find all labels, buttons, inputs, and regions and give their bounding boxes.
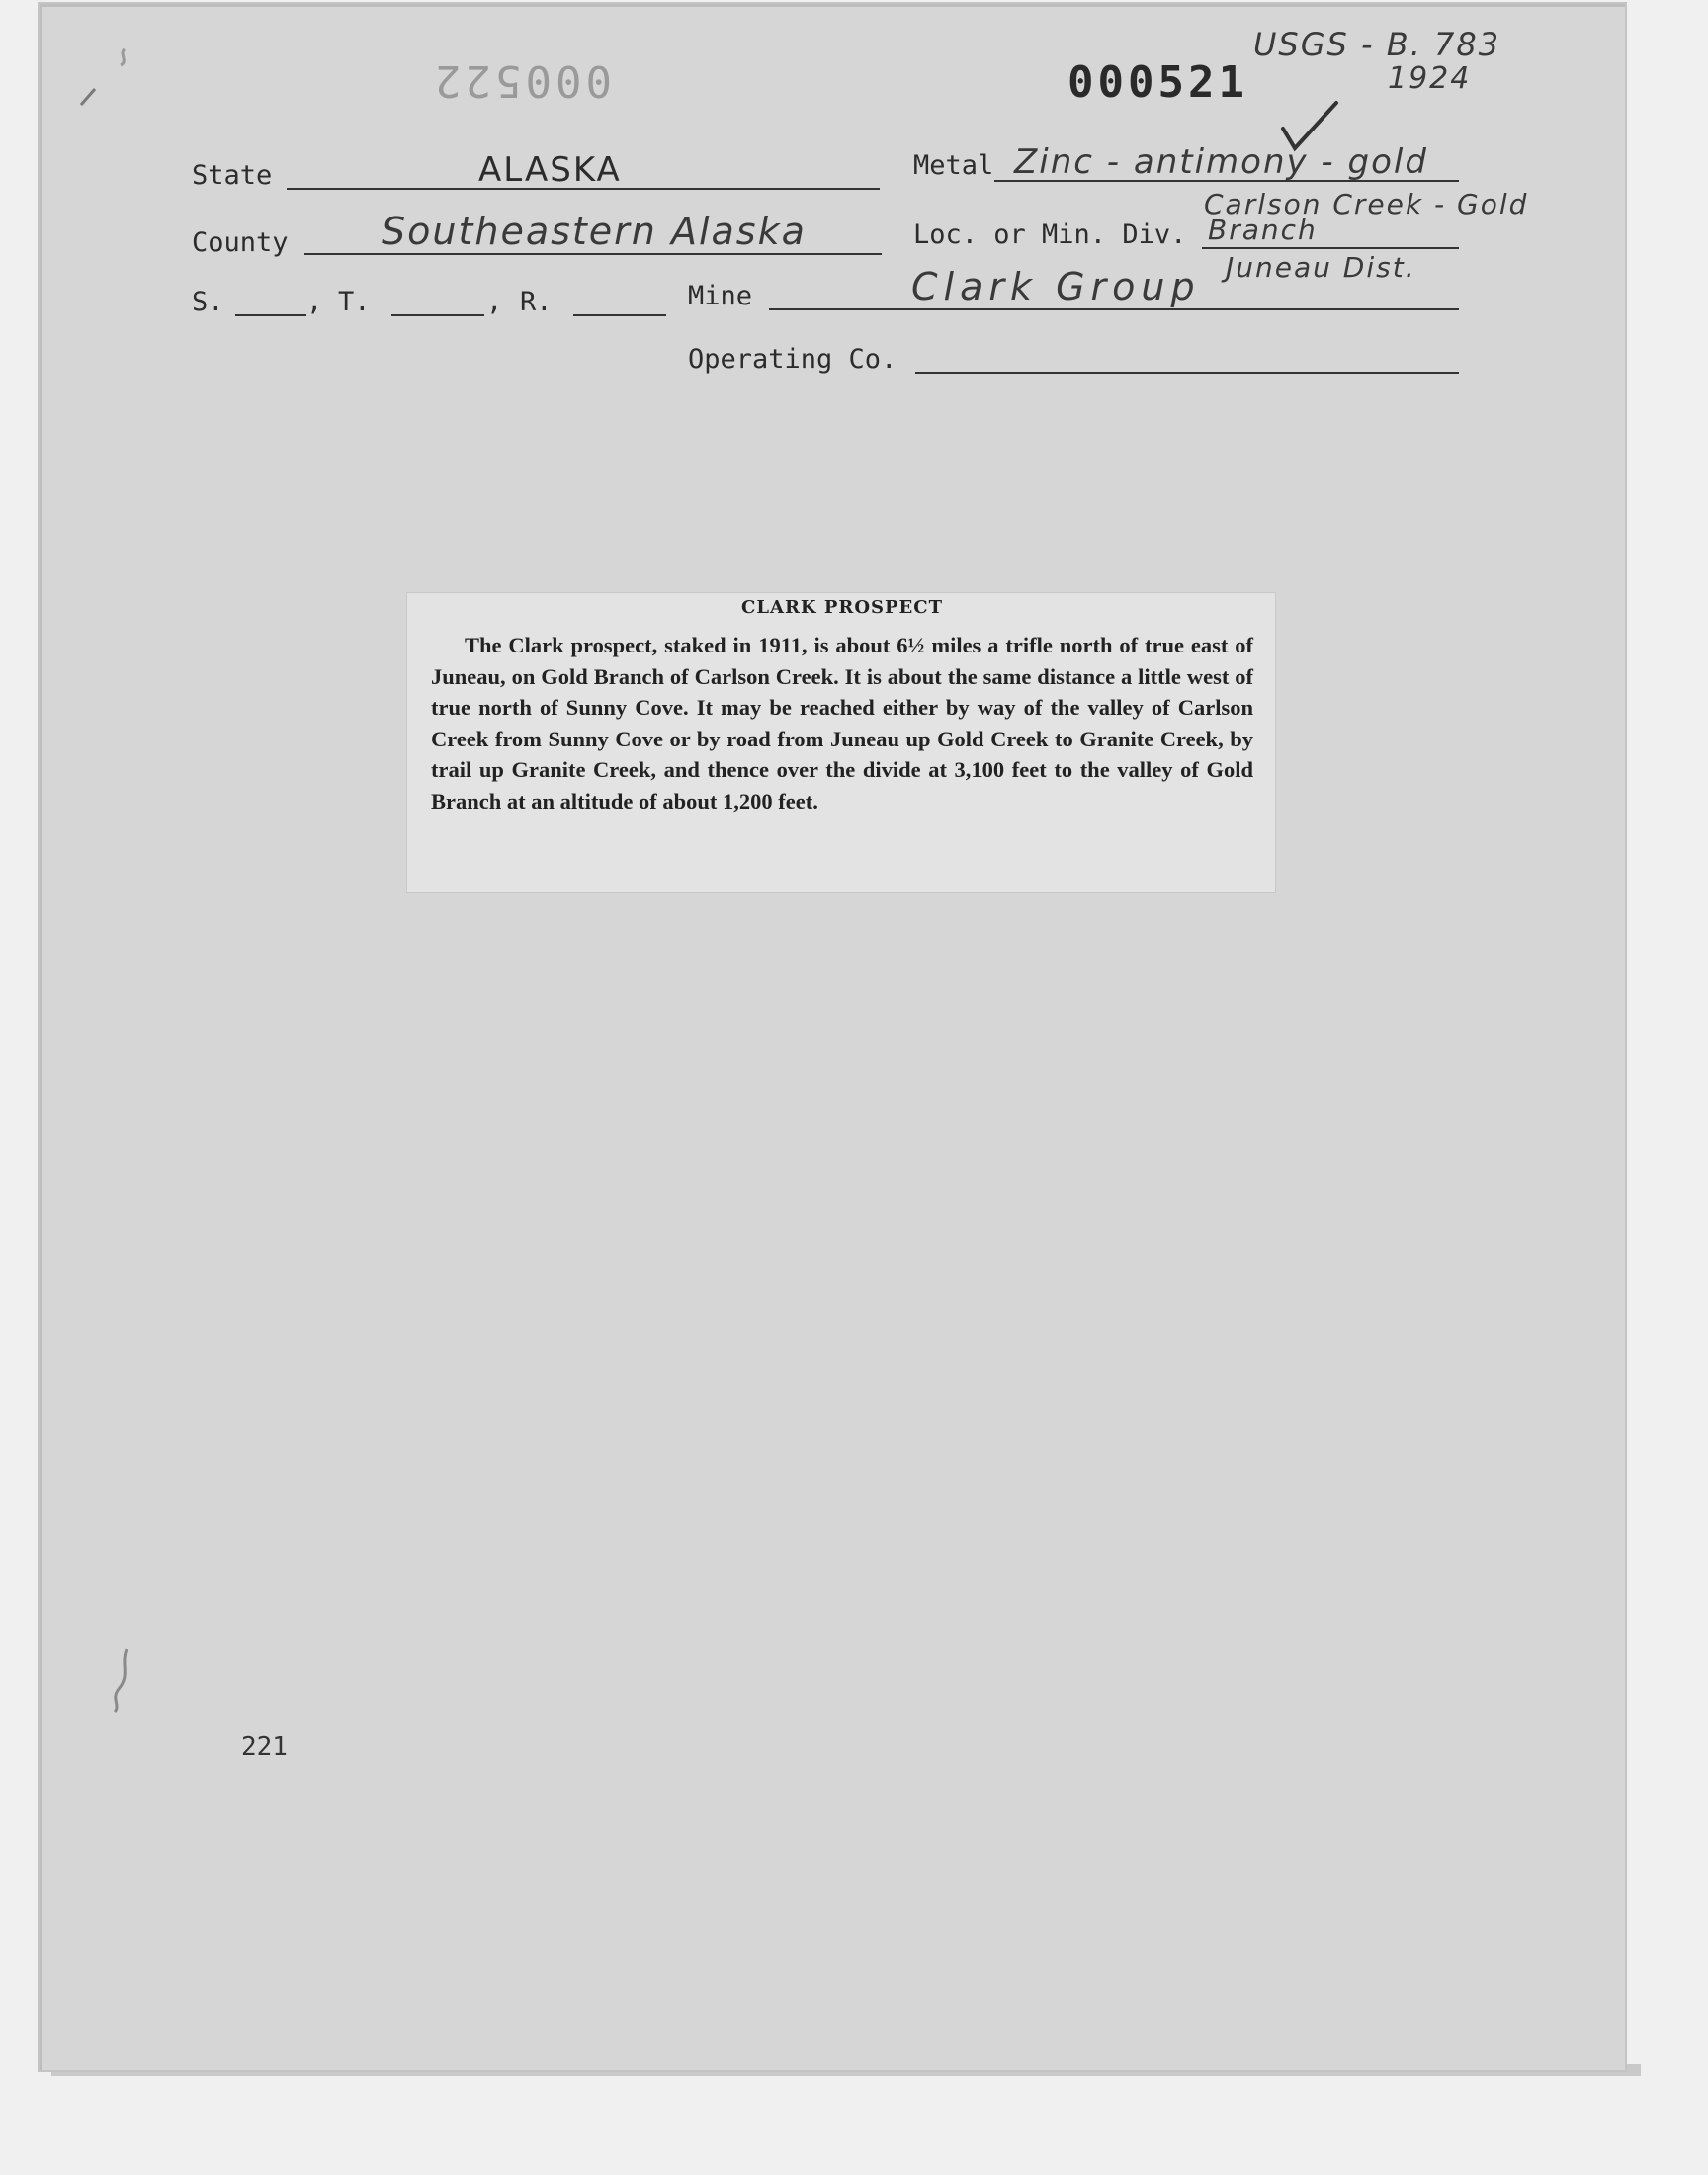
staple-mark-icon: [101, 1645, 140, 1714]
clark-prospect-clipping: [407, 593, 1275, 892]
corner-mark-icon: [75, 44, 134, 113]
county-label: County: [192, 227, 289, 258]
document-page: [40, 4, 1625, 2070]
section-underline: [235, 314, 306, 316]
mine-underline: [769, 308, 1459, 310]
mine-label: Mine: [688, 281, 753, 311]
state-value: ALASKA: [478, 150, 622, 190]
loc-label: Loc. or Min. Div.: [913, 219, 1187, 250]
operating-co-underline: [915, 372, 1459, 374]
loc-value-line3: Juneau Dist.: [1226, 251, 1416, 284]
section-comma: ,: [306, 287, 323, 317]
clipping-title: CLARK PROSPECT: [741, 597, 943, 618]
county-underline: [304, 253, 882, 255]
metal-value: Zinc - antimony - gold: [1014, 142, 1428, 182]
loc-underline: [1202, 247, 1459, 249]
township-label: T.: [338, 287, 371, 317]
mine-value: Clark Group: [911, 265, 1201, 308]
mirrored-stamp-number: 000522: [431, 55, 612, 106]
clipping-body: The Clark prospect, staked in 1911, is about 6½ miles a trifle north of true east of Juneau, on Gold Branch of Carlson Creek. It is about the same distance a little west of true north of Sunny Cove. It may be reached either by way of the valley of Carlson Creek from Sunny Cove or by road from Juneau up Gold Creek to Granite Creek, by trail up Granite Creek, and thence over the divide at 3,100 feet to the valley of Gold Branch at an altitude of about 1,200 feet.: [431, 633, 1253, 814]
metal-label: Metal: [913, 150, 994, 181]
county-value: Southeastern Alaska: [382, 210, 807, 253]
page-number: 221: [241, 1732, 288, 1762]
source-annotation: USGS - B. 783: [1253, 26, 1501, 63]
loc-value-line2: Branch: [1208, 214, 1318, 246]
operating-co-label: Operating Co.: [688, 344, 897, 375]
document-number-stamp: 000521: [1068, 57, 1248, 108]
loc-value-line1: Carlson Creek - Gold: [1204, 188, 1529, 220]
state-label: State: [192, 160, 273, 191]
range-underline: [573, 314, 666, 316]
range-label: R.: [520, 287, 553, 317]
year-annotation: 1924: [1388, 61, 1472, 96]
township-comma: ,: [486, 287, 503, 317]
section-label: S.: [192, 287, 224, 317]
township-underline: [391, 314, 484, 316]
